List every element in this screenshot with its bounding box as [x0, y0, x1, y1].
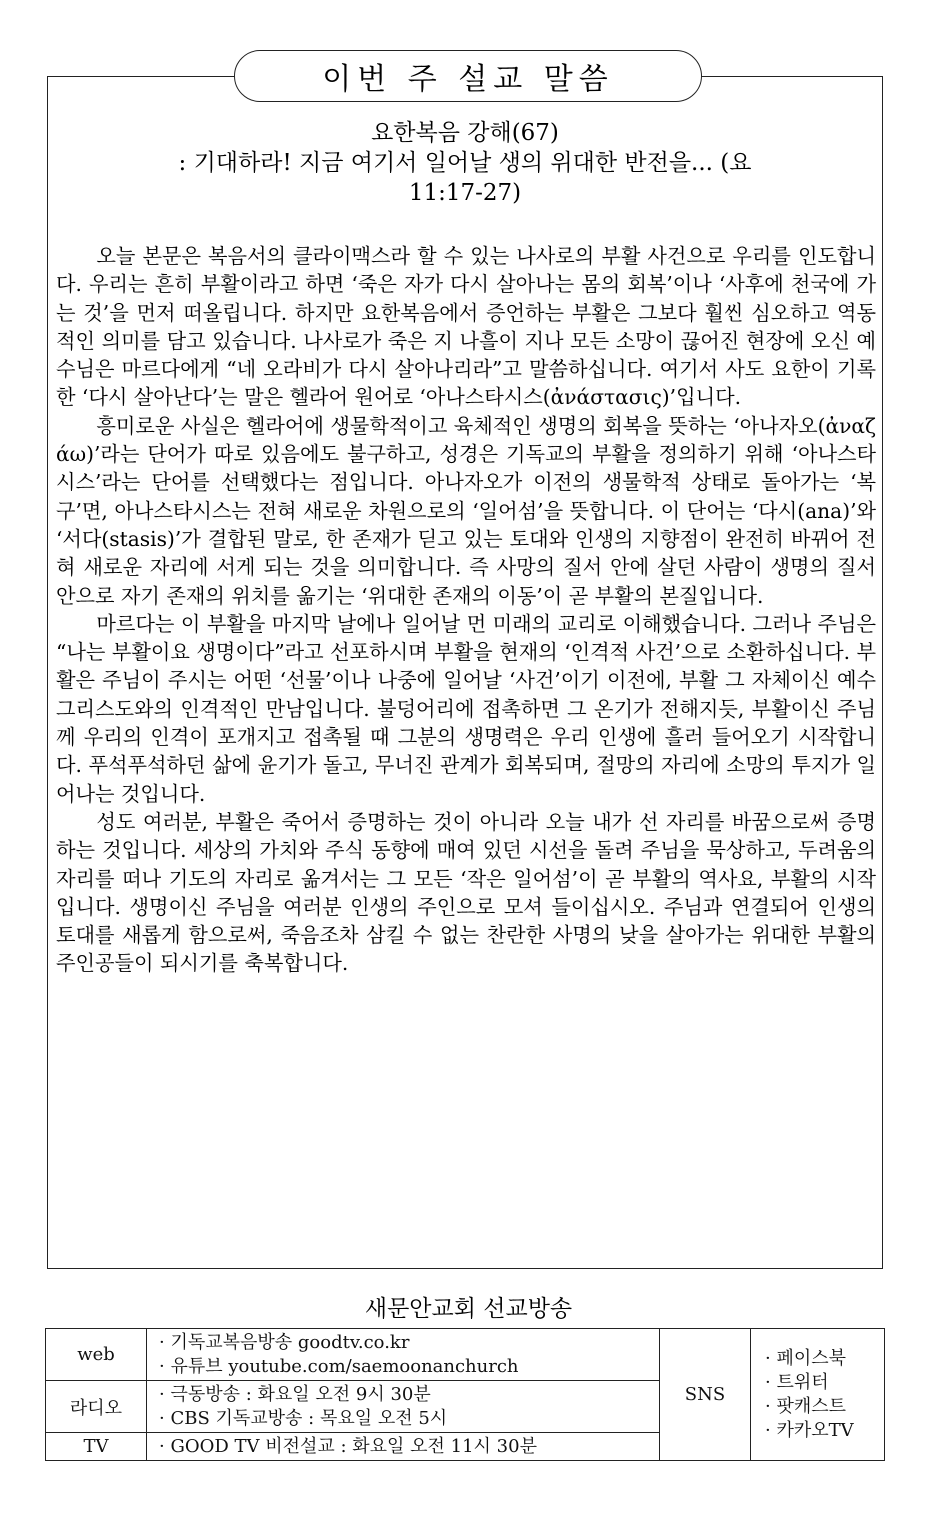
sermon-series: 요한복음 강해(67): [371, 120, 559, 146]
category-radio: 라디오: [46, 1381, 147, 1433]
sermon-subtitle-line2: 11:17-27): [408, 180, 522, 206]
sermon-subtitle-line1: : 기대하라! 지금 여기서 일어날 생의 위대한 반전을... (요: [178, 150, 752, 176]
category-web: web: [46, 1329, 147, 1381]
list-item: · CBS 기독교방송 : 목요일 오전 5시: [159, 1407, 448, 1429]
broadcast-title: 새문안교회 선교방송: [364, 1296, 573, 1322]
sns-label: SNS: [660, 1329, 751, 1461]
category-tv: TV: [46, 1433, 147, 1461]
tv-items: [147, 1433, 660, 1461]
sns-list: [751, 1329, 885, 1461]
broadcast-table: [45, 1328, 885, 1461]
radio-items: [147, 1381, 660, 1433]
sermon-paragraph: 오늘 본문은 복음서의 클라이맥스라 할 수 있는 나사로의 부활 사건으로 우리를 인도합니다. 우리는 흔히 부활이라고 하면 ‘죽은 자가 다시 살아나는 몸의 회복’이나 ‘사후에 천국에 가는 것’을 먼저 떠올립니다. 하지만 요한복음에서 증언하는 부활은 그보다 훨씬 심오하고 역동적인 의미를 담고 있습니다. 나사로가 죽은 지 나흘이 지나 모든 소망이 끊어진 현장에 오신 예수님은 마르다에게 “네 오라비가 다시 살아나리라”고 말씀하십니다. 여기서 사도 요한이 기록한 ‘다시 살아난다’는 말은 헬라어 원어로 ‘아나스타시스(ἀνάστασις)’입니다.: [56, 244, 876, 410]
list-item: · GOOD TV 비전설교 : 화요일 오전 11시 30분: [159, 1435, 537, 1457]
page-title: 이번 주 설교 말씀: [234, 50, 702, 102]
sermon-paragraph: 성도 여러분, 부활은 죽어서 증명하는 것이 아니라 오늘 내가 선 자리를 바꿈으로써 증명하는 것입니다. 세상의 가치와 주식 동향에 매여 있던 시선을 돌려 주님을 묵상하고, 두려움의 자리를 떠나 기도의 자리로 옮겨서는 그 모든 ‘작은 일어섬’이 곧 부활의 역사요, 부활의 시작입니다. 생명이신 주님을 여러분 인생의 주인으로 모셔 들이십시오. 주님과 연결되어 인생의 토대를 새롭게 함으로써, 죽음조차 삼킬 수 없는 찬란한 사명의 낮을 살아가는 위대한 부활의 주인공들이 되시기를 축복합니다.: [56, 809, 876, 976]
table-row: [46, 1329, 885, 1381]
web-items: [147, 1329, 660, 1381]
sermon-paragraph: 흥미로운 사실은 헬라어에 생물학적이고 육체적인 생명의 회복을 뜻하는 ‘아나자오(ἀναζάω)’라는 단어가 따로 있음에도 불구하고, 성경은 기독교의 부활을 정의하기 위해 ‘아나스타시스’라는 단어를 선택했다는 점입니다. 아나자오가 이전의 생물학적 상태로 돌아가는 ‘복구’면, 아나스타시스는 전혀 새로운 차원으로의 ‘일어섬’을 뜻합니다. 이 단어는 ‘다시(ana)’와 ‘서다(stasis)’가 결합된 말로, 한 존재가 딛고 있는 토대와 인생의 지향점이 완전히 바뀌어 전혀 새로운 자리에 서게 되는 것을 의미합니다. 즉 사망의 질서 안에 살던 사람이 생명의 질서 안으로 자기 존재의 위치를 옮기는 ‘위대한 존재의 이동’이 곧 부활의 본질입니다.: [56, 413, 876, 608]
sermon-body: [56, 242, 876, 978]
list-item: · 극동방송 : 화요일 오전 9시 30분: [159, 1383, 431, 1405]
list-item: · 트위터: [765, 1371, 829, 1393]
list-item: · 유튜브 youtube.com/saemoonanchurch: [159, 1355, 519, 1377]
list-item: · 기독교복음방송 goodtv.co.kr: [159, 1331, 410, 1353]
list-item: · 카카오TV: [765, 1419, 854, 1441]
list-item: · 팟캐스트: [765, 1395, 846, 1417]
list-item: · 페이스북: [765, 1347, 846, 1369]
sermon-heading: [60, 118, 870, 208]
sermon-paragraph: 마르다는 이 부활을 마지막 날에나 일어날 먼 미래의 교리로 이해했습니다. 그러나 주님은 “나는 부활이요 생명이다”라고 선포하시며 부활을 현재의 ‘인격적 사건’으로 소환하십니다. 부활은 주님이 주시는 어떤 ‘선물’이나 나중에 일어날 ‘사건’이기 이전에, 부활 그 자체이신 예수 그리스도와의 인격적인 만남입니다. 불덩어리에 접촉하면 그 온기가 전해지듯, 부활이신 주님께 우리의 인격이 포개지고 접촉될 때 그분의 생명력은 우리 인생에 흘러 들어오기 시작합니다. 푸석푸석하던 삶에 윤기가 돌고, 무너진 관계가 회복되며, 절망의 자리에 소망의 투지가 일어나는 것입니다.: [56, 611, 876, 806]
